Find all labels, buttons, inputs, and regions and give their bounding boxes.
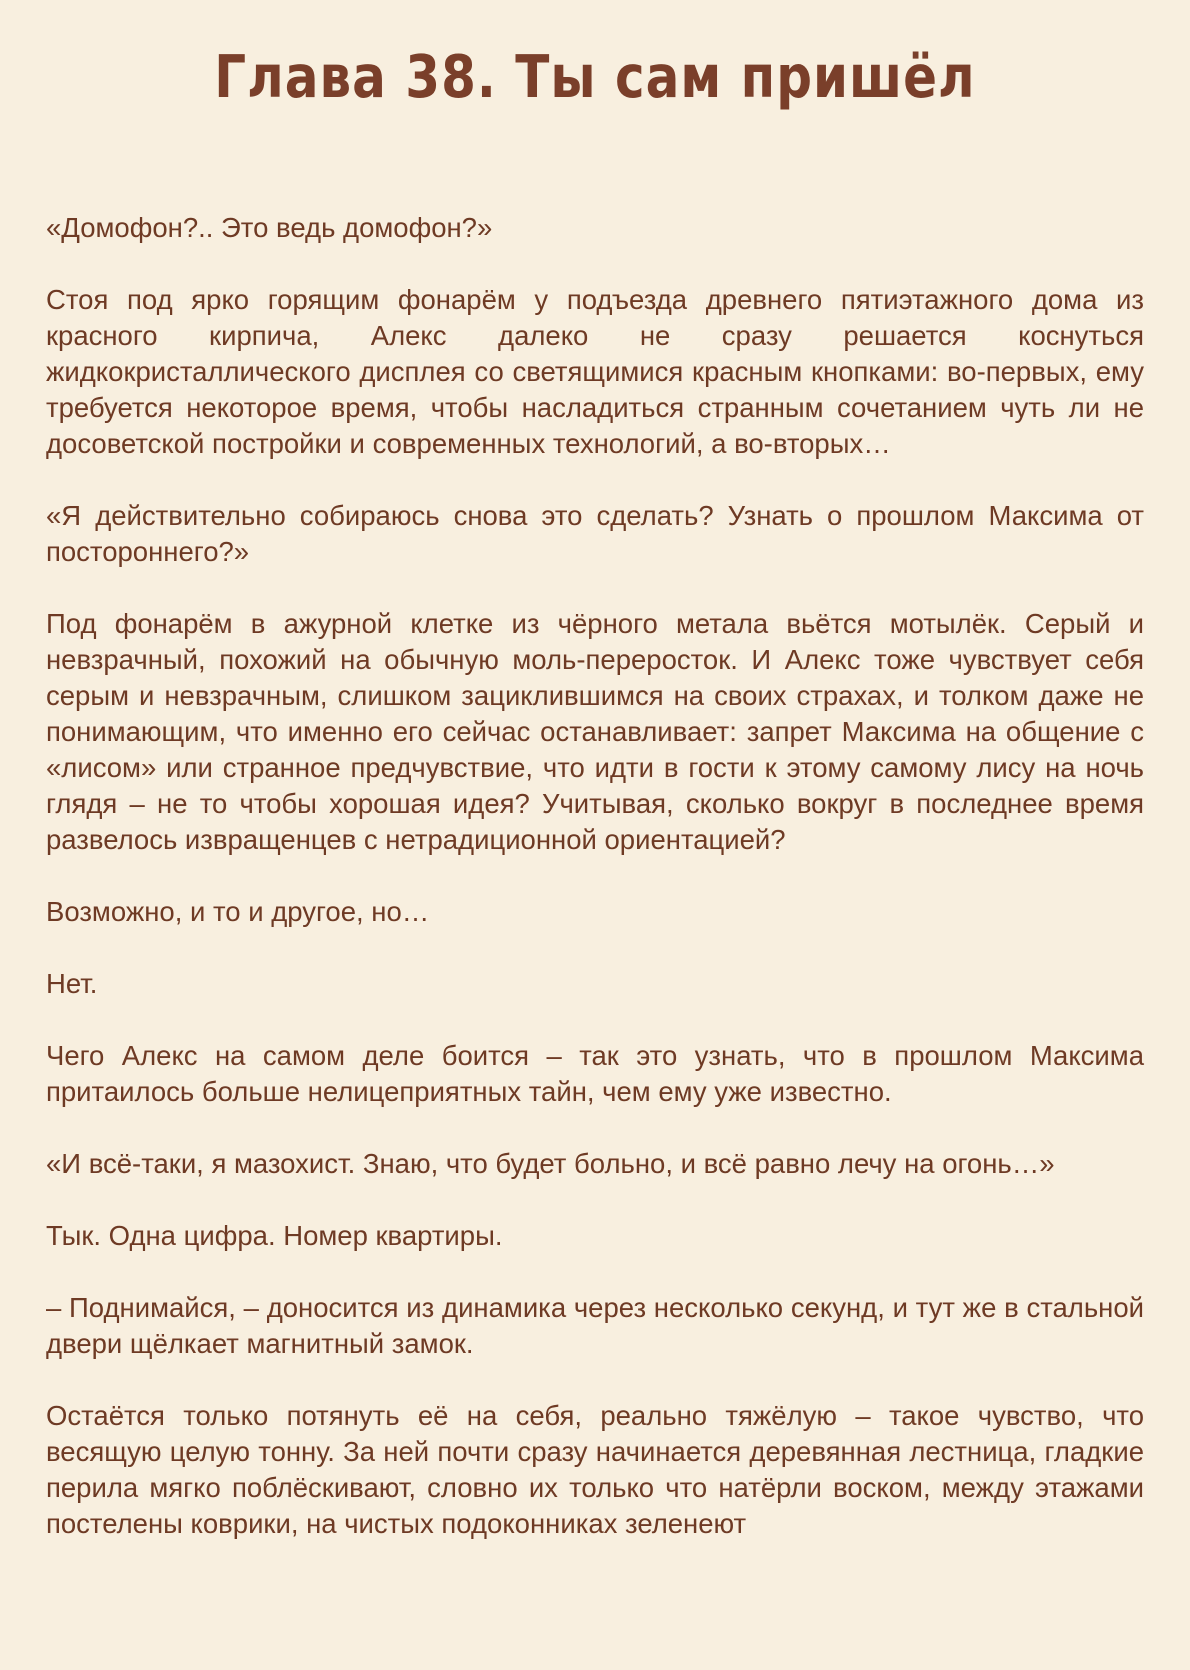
paragraph: Чего Алекс на самом деле боится – так это узнать, что в прошлом Максима притаилось больше нелицеприятных тайн, чем ему уже известно. [46,1040,1144,1107]
paragraph: Тык. Одна цифра. Номер квартиры. [46,1220,503,1251]
paragraph: «Я действительно собираюсь снова это сделать? Узнать о прошлом Максима от постороннего?» [46,500,1144,567]
paragraph: Возможно, и то и другое, но… [46,896,430,927]
paragraph: «Домофон?.. Это ведь домофон?» [46,212,493,243]
paragraph: – Поднимайся, – доносится из динамика через несколько секунд, и тут же в стальной двери щёлкает магнитный замок. [46,1292,1144,1359]
paragraph: Остаётся только потянуть её на себя, реально тяжёлую – такое чувство, что весящую целую тонну. За ней почти сразу начинается деревянная лестница, гладкие перила мягко поблёскивают, словно их только что натёрли воском, между этажами постелены коврики, на чистых подоконниках зеленеют [46,1400,1144,1539]
paragraph: Нет. [46,968,98,999]
paragraph: Под фонарём в ажурной клетке из чёрного метала вьётся мотылёк. Серый и невзрачный, похожий на обычную моль-переросток. И Алекс тоже чувствует себя серым и невзрачным, слишком зациклившимся на своих страхах, и толком даже не понимающим, что именно его сейчас останавливает: запрет Максима на общение с «лисом» или странное предчувствие, что идти в гости к этому самому лису на ночь глядя – не то чтобы хорошая идея? Учитывая, сколько вокруг в последнее время развелось извращенцев с нетрадиционной ориентацией? [46,608,1144,855]
paragraph: «И всё-таки, я мазохист. Знаю, что будет больно, и всё равно лечу на огонь…» [46,1148,1055,1179]
chapter-title: Глава 38. Ты сам пришёл [214,42,976,112]
chapter-body [46,210,1144,1578]
paragraph: Стоя под ярко горящим фонарём у подъезда древнего пятиэтажного дома из красного кирпича, Алекс далеко не сразу решается коснуться жидкокристаллического дисплея со светящимися красным кнопками: во-первых, ему требуется некоторое время, чтобы насладиться странным сочетанием чуть ли не досоветской постройки и современных технологий, а во-вторых… [46,284,1144,459]
